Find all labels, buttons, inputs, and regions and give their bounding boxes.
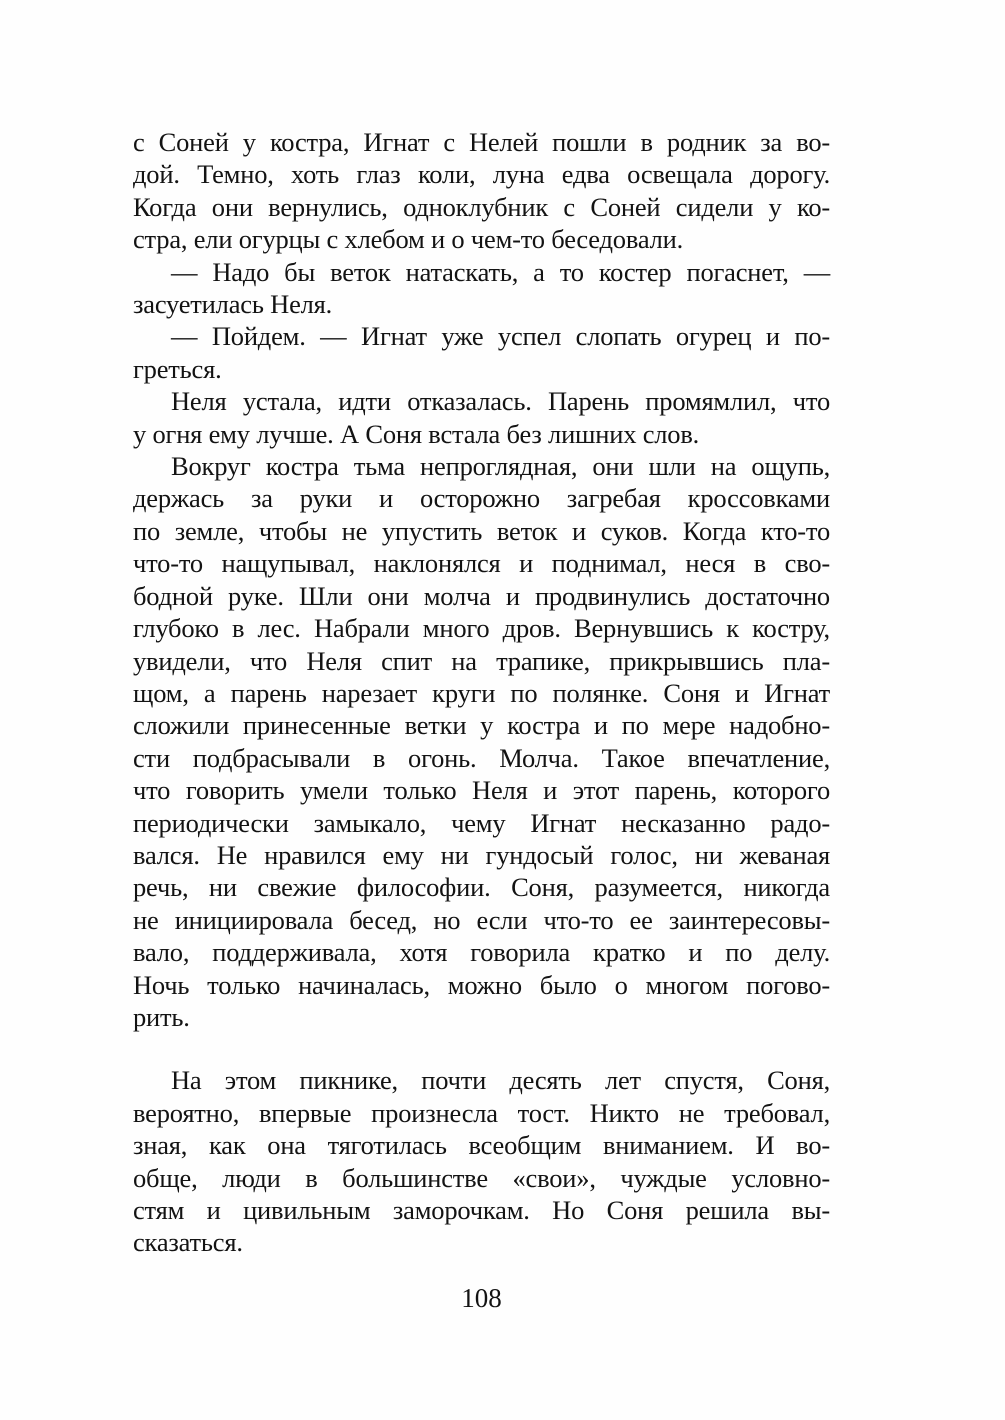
text-line: Вокруг костра тьма непроглядная, они шли на ощупь, [171, 451, 830, 482]
text-line: по земле, чтобы не упустить веток и суков. Когда кто-то [133, 515, 830, 546]
text-line: обще, люди в большинстве «свои», чуждые условно- [133, 1162, 830, 1193]
text-line: Когда они вернулись, одноклубник с Соней сидели у ко- [133, 191, 830, 222]
text-line: засуетилась Неля. [133, 289, 333, 320]
paragraph [133, 320, 830, 385]
text-line: греться. [133, 353, 222, 384]
paragraph [133, 450, 830, 1033]
text-line: увидели, что Неля спит на трапике, прикрывшись пла- [133, 645, 830, 676]
paragraph [133, 385, 830, 450]
text-line: Ночь только начиналась, можно было о многом погово- [133, 969, 830, 1000]
text-line: речь, ни свежие философии. Соня, разумеется, никогда [133, 872, 830, 903]
text-line: дой. Темно, хоть глаз коли, луна едва освещала дорогу. [133, 159, 830, 190]
text-line: Неля устала, идти отказалась. Парень промямлил, что [171, 386, 830, 417]
text-line: держась за руки и осторожно загребая кроссовками [133, 483, 830, 514]
text-line: — Надо бы веток натаскать, а то костер погаснет, — [171, 256, 830, 287]
text-line: бодной руке. Шли они молча и продвинулись достаточно [133, 580, 830, 611]
text-line: стра, ели огурцы с хлебом и о чем-то беседовали. [133, 224, 684, 255]
text-line: На этом пикнике, почти десять лет спустя, Соня, [171, 1065, 830, 1096]
text-line: что-то нащупывал, наклонялся и поднимал, неся в сво- [133, 548, 830, 579]
text-line: зная, как она тяготилась всеобщим вниманием. И во- [133, 1130, 830, 1161]
paragraph [133, 126, 830, 256]
text-line: сти подбрасывали в огонь. Молча. Такое впечатление, [133, 742, 830, 773]
paragraph [133, 1064, 830, 1258]
text-line: периодически замыкало, чему Игнат несказанно радо- [133, 807, 830, 838]
text-line: вероятно, впервые произнесла тост. Никто не требовал, [133, 1097, 830, 1128]
text-line: вался. Не нравился ему ни гундосый голос, ни жеваная [133, 839, 830, 870]
text-line: стям и цивильным заморочкам. Но Соня решила вы- [133, 1195, 830, 1225]
page-number: 108 [461, 1283, 502, 1313]
text-line: вало, поддерживала, хотя говорила кратко и по делу. [133, 937, 830, 968]
text-line: что говорить умели только Неля и этот парень, которого [133, 775, 830, 806]
text-line: не инициировала бесед, но если что-то ее заинтересовы- [133, 904, 830, 935]
text-line: у огня ему лучше. А Соня встала без лишних слов. [133, 418, 700, 449]
text-block [133, 126, 830, 1259]
text-line: с Соней у костра, Игнат с Нелей пошли в родник за во- [133, 127, 830, 157]
paragraph [133, 256, 830, 321]
text-line: рить. [133, 1001, 190, 1032]
text-line: сказаться. [133, 1227, 243, 1258]
text-line: сложили принесенные ветки у костра и по мере надобно- [133, 710, 830, 741]
text-line: — Пойдем. — Игнат уже успел слопать огурец и по- [171, 321, 830, 352]
text-line: щом, а парень нарезает круги по полянке. Соня и Игнат [133, 677, 830, 708]
text-line: глубоко в лес. Набрали много дров. Вернувшись к костру, [133, 613, 830, 644]
